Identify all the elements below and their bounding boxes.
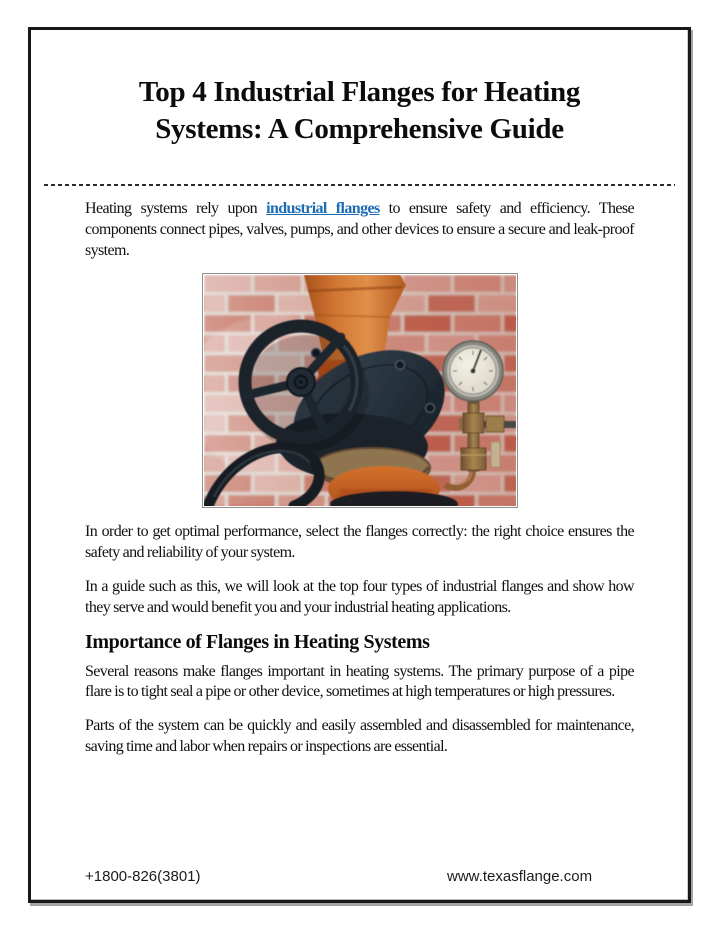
intro-text-after: to ensure safety and efficiency. These components connect pipes, valves, pumps, and other devices to ensure a secure and leak-proof system. [85, 200, 634, 259]
section-heading: Importance of Flanges in Heating Systems [85, 630, 430, 653]
paragraph-guide: In a guide such as this, we will look at the top four types of industrial flanges and show how they serve and would benefit you and your industrial heating applications. [85, 577, 634, 616]
page-footer [31, 868, 688, 888]
paragraph-optimal: In order to get optimal performance, select the flanges correctly: the right choice ensures the safety and reliability of your system. [85, 523, 634, 562]
paragraph-reasons: Several reasons make flanges important in heating systems. The primary purpose of a pipe flare is to tight seal a pipe or other device, sometimes at high temperatures or high pressures. [85, 662, 634, 701]
paragraph-parts: Parts of the system can be quickly and easily assembled and disassembled for maintenance, saving time and labor when repairs or inspections are essential. [85, 717, 634, 755]
wall-bracket [491, 442, 500, 467]
valve-photo [202, 273, 518, 508]
valve-handwheel [245, 326, 369, 451]
document-page [28, 27, 691, 903]
separator-line [44, 184, 675, 186]
intro-text-before: Heating systems rely upon [85, 200, 267, 217]
footer-website: www.texasflange.com [447, 868, 593, 885]
footer-phone: +1800-826(3801) [85, 868, 201, 885]
paragraph-intro [85, 199, 634, 261]
industrial-flanges-link[interactable]: industrial flanges [266, 200, 380, 217]
page-title: Top 4 Industrial Flanges for Heating Systems: A Comprehensive Guide [138, 76, 581, 145]
